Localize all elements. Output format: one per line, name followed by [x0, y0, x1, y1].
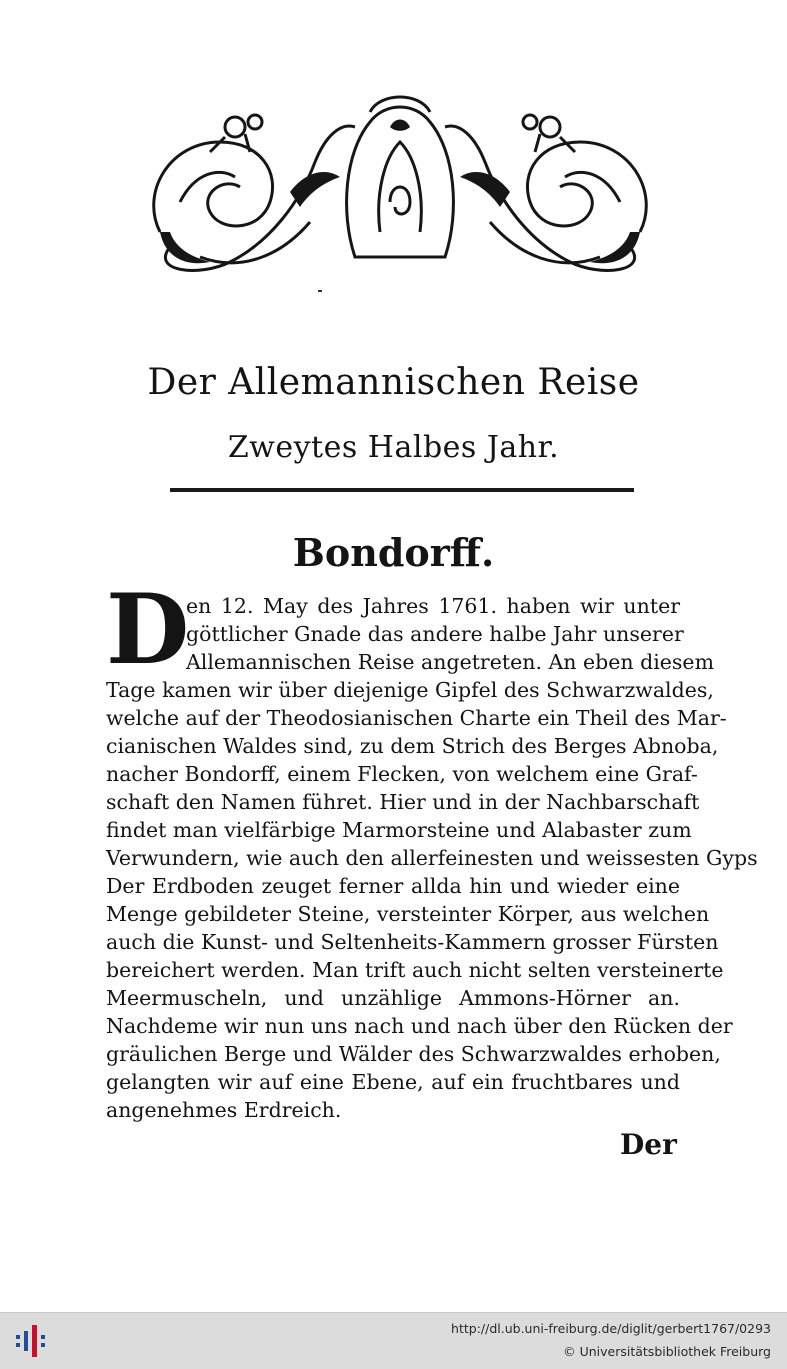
- section-title: Bondorff.: [292, 530, 495, 575]
- body-line: angenehmes Erdreich.: [106, 1098, 342, 1122]
- body-line: göttlicher Gnade das andere halbe Jahr unserer: [186, 622, 684, 646]
- rococo-ornament-headpiece: [140, 82, 660, 282]
- body-line: Menge gebildeter Steine, versteinter Körper, aus welchen: [106, 902, 710, 926]
- body-line: bereichert werden. Man trift auch nicht selten versteinerte: [106, 958, 724, 982]
- catchword: Der: [620, 1128, 677, 1161]
- library-logo-icon: [14, 1323, 48, 1359]
- page-title-line1: Der Allemannischen Reise: [147, 362, 640, 403]
- body-line: schaft den Namen führet. Hier und in der Nachbarschaft: [106, 790, 700, 814]
- body-line: Meermuscheln, und unzählige Ammons-Hörner an.: [106, 986, 680, 1010]
- body-line: auch die Kunst- und Seltenheits-Kammern grosser Fürsten: [106, 930, 719, 954]
- print-speck: [318, 290, 322, 292]
- body-line: Allemannischen Reise angetreten. An eben diesem: [186, 650, 715, 674]
- body-line: Der Erdboden zeuget ferner allda hin und wieder eine: [106, 874, 680, 898]
- drop-capital: D: [106, 573, 190, 686]
- body-line: findet man vielfärbige Marmorsteine und Alabaster zum: [106, 818, 692, 842]
- body-line: gelangten wir auf eine Ebene, auf ein fruchtbares und: [106, 1070, 680, 1094]
- body-line: cianischen Waldes sind, zu dem Strich des Berges Abnoba,: [106, 734, 719, 758]
- title-divider-rule: [170, 488, 634, 492]
- copyright-notice: © Universitätsbibliothek Freiburg: [563, 1344, 771, 1359]
- viewer-footer-bar: [0, 1312, 787, 1369]
- body-line: nacher Bondorff, einem Flecken, von welchem eine Graf-: [106, 762, 698, 786]
- body-line: Verwundern, wie auch den allerfeinesten und weissesten Gyps: [106, 846, 758, 870]
- document-permalink[interactable]: http://dl.ub.uni-freiburg.de/diglit/gerbert1767/0293: [451, 1321, 771, 1336]
- body-line: Tage kamen wir über diejenige Gipfel des Schwarzwaldes,: [106, 678, 714, 702]
- body-line: en 12. May des Jahres 1761. haben wir unter: [186, 594, 680, 618]
- body-line: gräulichen Berge und Wälder des Schwarzwaldes erhoben,: [106, 1042, 721, 1066]
- body-line: Nachdeme wir nun uns nach und nach über den Rücken der: [106, 1014, 733, 1038]
- page-title-line2: Zweytes Halbes Jahr.: [227, 430, 560, 465]
- body-line: welche auf der Theodosianischen Charte ein Theil des Mar-: [106, 706, 727, 730]
